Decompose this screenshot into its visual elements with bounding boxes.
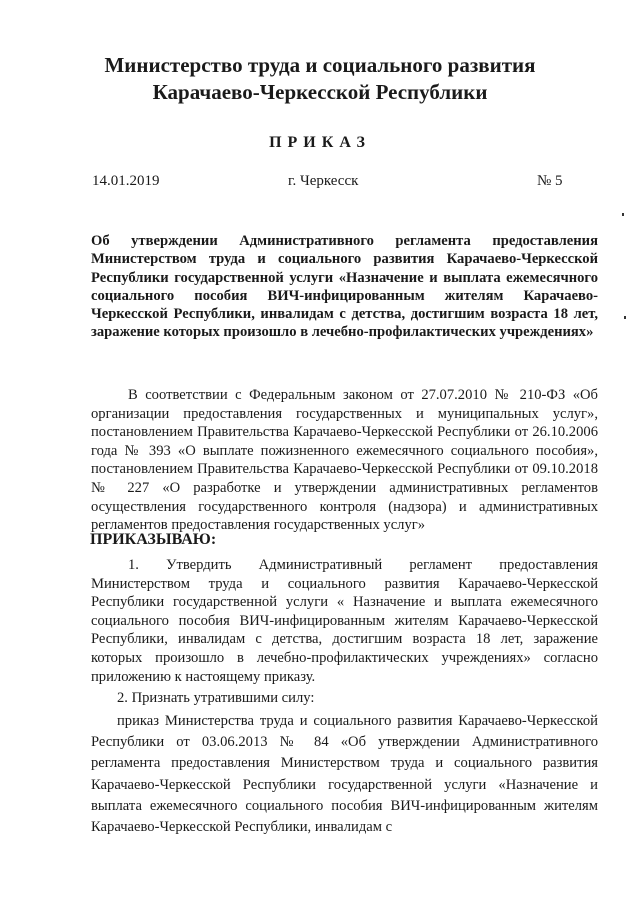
scan-speck (624, 316, 626, 319)
order-item-2-heading: 2. Признать утратившими силу: (117, 690, 315, 706)
decree-word: ПРИКАЗЫВАЮ: (90, 531, 217, 548)
ministry-line-2: Карачаево-Черкесской Республики (152, 80, 488, 104)
preamble-paragraph: В соответствии с Федеральным законом от 27.07.2010 № 210-ФЗ «Об организации предоставления государственных и муниципальных услуг», постановлением Правительства Карачаево-Черкесской Республики от 26.10.2006 года № 393 «О выплате пожизненного ежемесячного социального пособия», постановлением Правительства Карачаево-Черкесской Республики от 09.10.2018 № 227 «О разработке и утверждении административных регламентов осуществления государственного контроля (надзора) и административных регламентов предоставления государственных услуг» (91, 387, 598, 534)
order-date: 14.01.2019 (92, 173, 160, 189)
scan-speck (622, 213, 624, 216)
order-item-2-text: приказ Министерства труда и социального развития Карачаево-Черкесской Республики от 03.06.2013 № 84 «Об утверждении Административного регламента предоставления Министерством труда и социального развития Карачаево-Черкесской Республики государственной услуги «Назначение и выплата ежемесячного социального пособия ВИЧ-инфицированным жителям Карачаево-Черкесской Республики, инвалидам с (91, 713, 598, 836)
ministry-line-1: Министерство труда и социального развития (104, 53, 536, 77)
order-city: г. Черкесск (288, 173, 359, 189)
order-item-1: 1. Утвердить Административный регламент предоставления Министерством труда и социального развития Карачаево-Черкесской Республики государственной услуги « Назначение и выплата ежемесячного социального пособия ВИЧ-инфицированным жителям Карачаево-Черкесской Республики, инвалидам с детства, достигшим возраста 18 лет, заражение которых произошло в лечебно-профилактических учреждениях» согласно приложению к настоящему приказу. (91, 557, 598, 685)
order-number: № 5 (537, 173, 563, 189)
ministry-heading (60, 52, 580, 106)
order-subject: Об утверждении Административного регламента предоставления Министерством труда и социального развития Карачаево-Черкесской Республики государственной услуги «Назначение и выплата ежемесячного социального пособия ВИЧ-инфицированным жителям Карачаево-Черкесской Республики, инвалидам с детства, достигшим возраста 18 лет, заражение которых произошло в лечебно-профилактических учреждениях» (91, 233, 598, 341)
document-type: ПРИКАЗ (269, 134, 371, 151)
